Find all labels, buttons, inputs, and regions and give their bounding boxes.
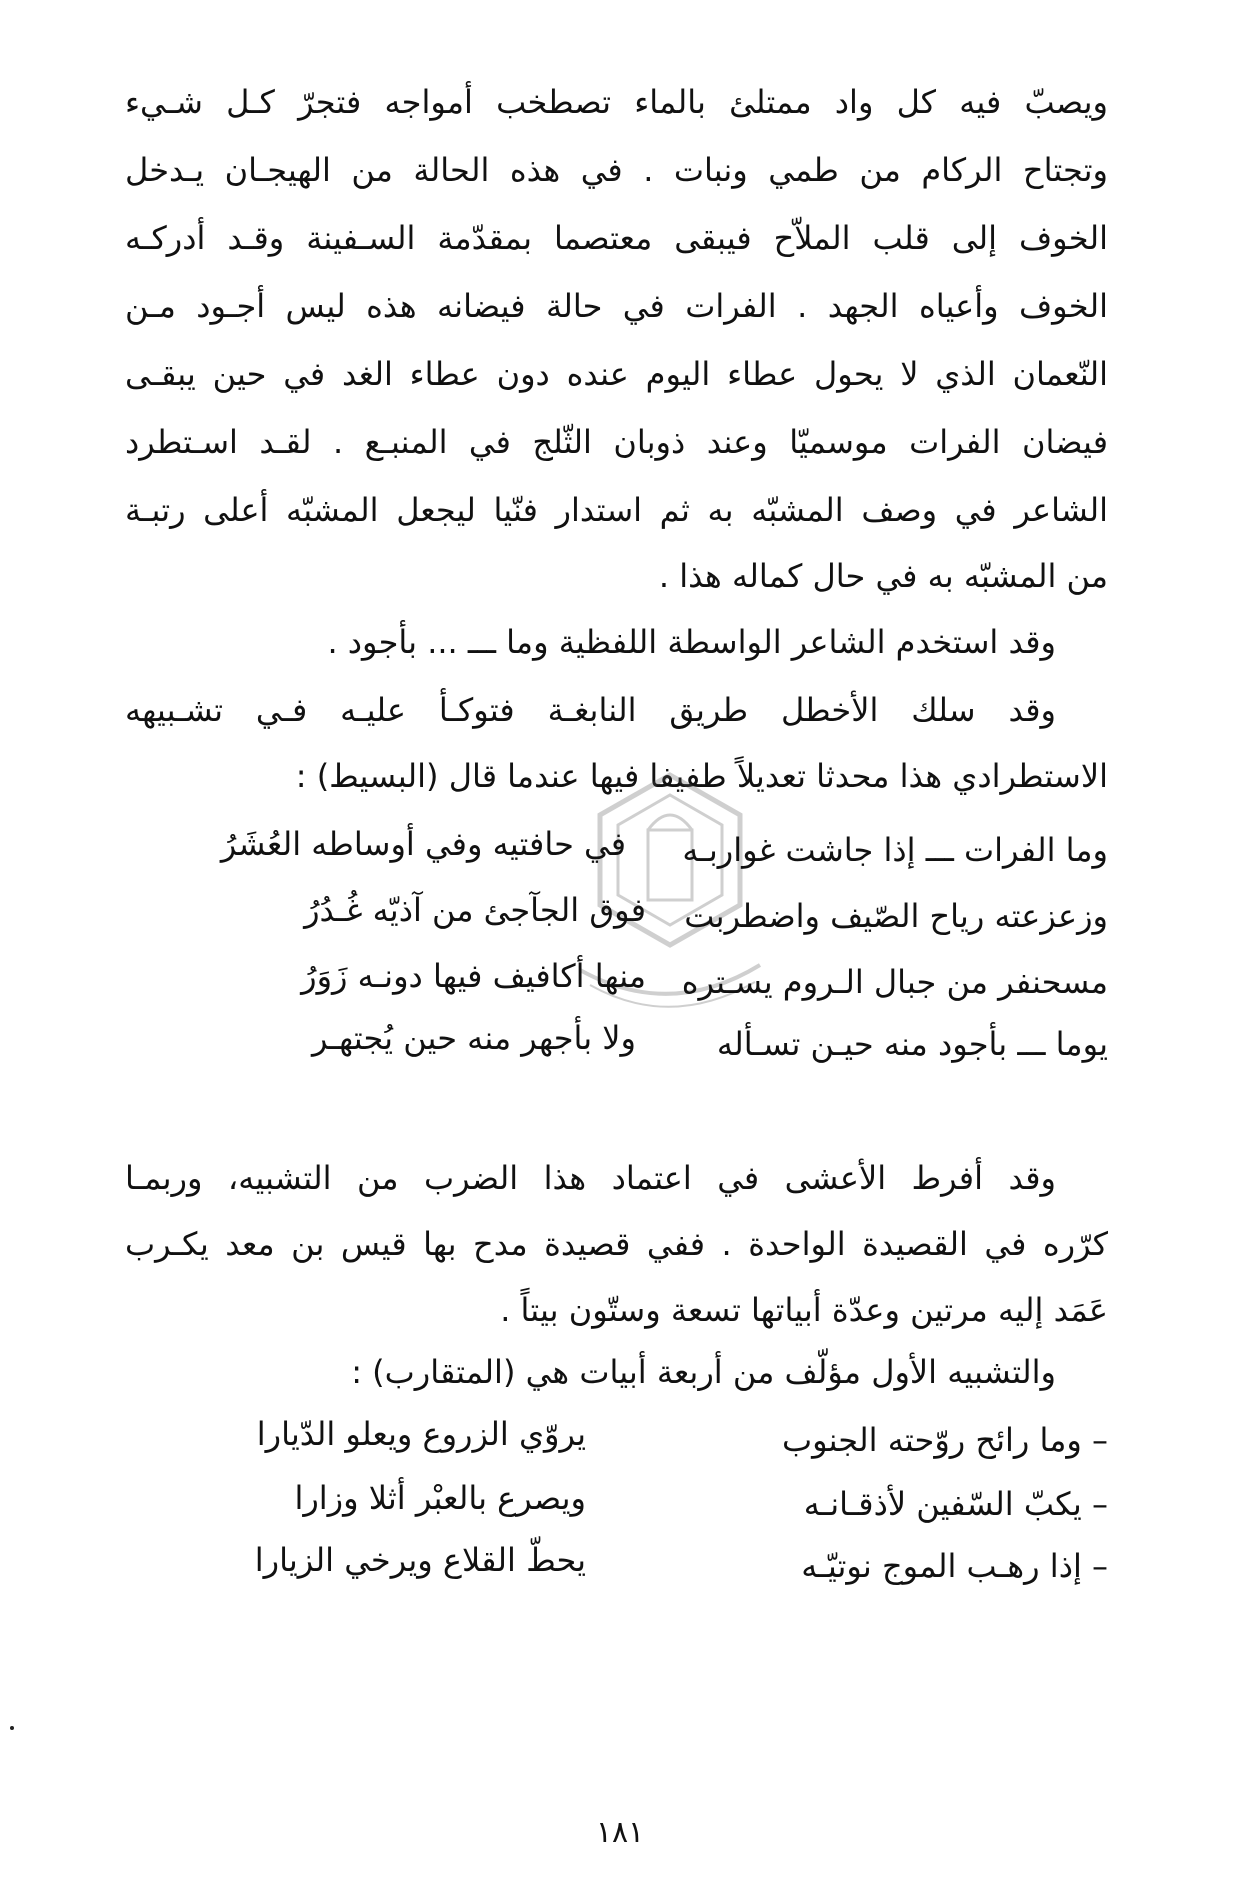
paragraph1-line-3: الخوف إلى قلب الملاّح فيبقى معتصما بمقدّمة السـفينة وقـد أدركـه [125, 219, 1108, 257]
poem2-verse-3-second-hemistich: يحطّ القلاع ويرخي الزيارا [254, 1541, 586, 1579]
poem2-verse-2-first-hemistich: – يكبّ السّفين لأذقـانـه [803, 1485, 1108, 1523]
paragraph2: وقد استخدم الشاعر الواسطة اللفظية وما ـــ ... بأجود . [327, 623, 1056, 661]
paragraph5: والتشبيه الأول مؤلّف من أربعة أبيات هي (المتقارب) : [351, 1353, 1056, 1391]
poem1-verse-3-first-hemistich: مسحنفر من جبال الـروم يسـتره [681, 963, 1108, 1001]
poem1-verse-4-second-hemistich: ولا بأجهر منه حين يُجتهـر [312, 1019, 636, 1057]
poem1-verse-2-second-hemistich: فوق الجآجئ من آذيّه غُـدُرُ [304, 891, 646, 929]
poem1-verse-1-first-hemistich: وما الفرات ـــ إذا جاشت غواربـه [682, 831, 1108, 869]
paragraph4-line-2: كرّره في القصيدة الواحدة . ففي قصيدة مدح بها قيس بن معد يكـرب [125, 1225, 1108, 1263]
paragraph1-line-5: النّعمان الذي لا يحول عطاء اليوم عنده دون عطاء الغد في حين يبقـى [125, 355, 1108, 393]
paragraph3-line-1: وقد سلك الأخطل طريق النابغـة فتوكـأ عليـه فـي تشـبيهه [125, 691, 1056, 729]
poem1-verse-2-first-hemistich: وزعزعته رياح الصّيف واضطربت [684, 897, 1108, 935]
paragraph4-line-3: عَمَد إليه مرتين وعدّة أبياتها تسعة وستّون بيتاً . [500, 1291, 1108, 1329]
poem2-verse-2-second-hemistich: ويصرع بالعبْر أثلا وزارا [294, 1479, 586, 1517]
poem2-verse-1-first-hemistich: – وما رائح روّحته الجنوب [781, 1421, 1108, 1459]
poem2-verse-3-first-hemistich: – إذا رهـب الموج نوتيّـه [801, 1547, 1108, 1585]
paragraph1-line-1: ويصبّ فيه كل واد ممتلئ بالماء تصطخب أمواجه فتجرّ كـل شـيء [125, 83, 1108, 121]
poem1-verse-4-first-hemistich: يوما ـــ بأجود منه حيـن تسـأله [716, 1025, 1108, 1063]
page-number: ١٨١ [595, 1815, 645, 1850]
paragraph1-line-6: فيضان الفرات موسميّا وعند ذوبان الثّلج في المنبـع . لقـد اسـتطرد [125, 423, 1108, 461]
paragraph1-line-2: وتجتاح الركام من طمي ونبات . في هذه الحالة من الهيجـان يـدخل [125, 151, 1108, 189]
paragraph3-line-2: الاستطرادي هذا محدثا تعديلاً طفيفا فيها عندما قال (البسيط) : [295, 757, 1108, 795]
poem1-verse-1-second-hemistich: في حافتيه وفي أوساطه العُشَرُ [220, 825, 626, 863]
paragraph1-line-8: من المشبّه به في حال كماله هذا . [658, 557, 1108, 595]
paragraph4-line-1: وقد أفرط الأعشى في اعتماد هذا الضرب من التشبيه، وربمـا [125, 1159, 1056, 1197]
scan-speck [10, 1726, 14, 1730]
poem2-verse-1-second-hemistich: يروّي الزروع ويعلو الدّيارا [256, 1415, 586, 1453]
paragraph1-line-4: الخوف وأعياه الجهد . الفرات في حالة فيضانه هذه ليس أجـود مـن [125, 287, 1108, 325]
paragraph1-line-7: الشاعر في وصف المشبّه به ثم استدار فنّيا ليجعل المشبّه أعلى رتبـة [125, 491, 1108, 529]
poem1-verse-3-second-hemistich: منها أكافيف فيها دونـه زَوَرُ [301, 957, 646, 995]
